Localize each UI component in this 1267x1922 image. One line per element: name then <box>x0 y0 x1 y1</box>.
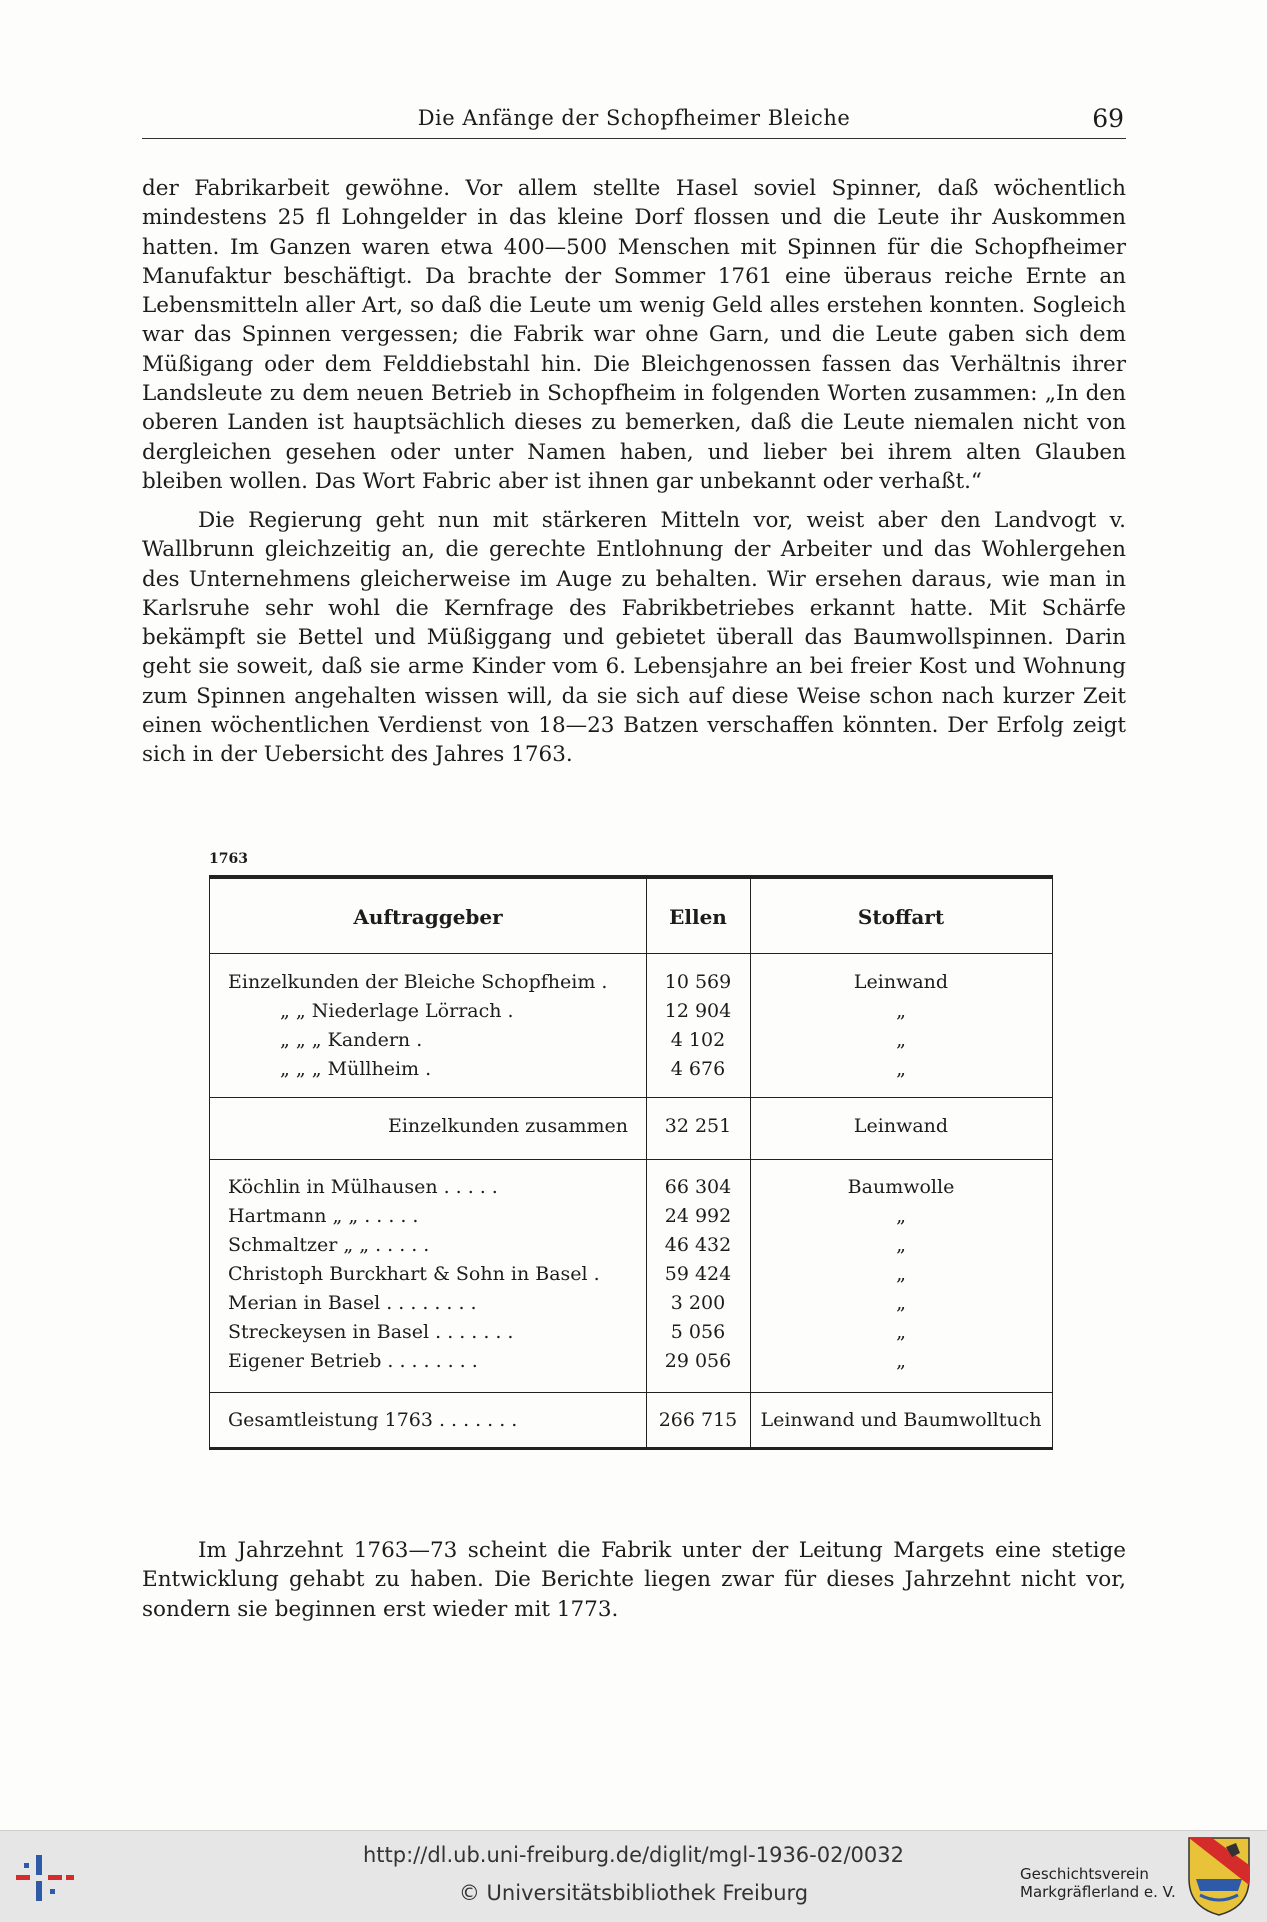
table-row-name: Hartmann „ „ ..... <box>228 1205 425 1227</box>
table-row-ellen: 4 676 <box>670 1058 726 1080</box>
table-year-label: 1763 <box>209 851 248 867</box>
table-row-ellen: 46 432 <box>664 1234 732 1256</box>
footer-copyright: © Universitätsbibliothek Freiburg <box>458 1881 809 1905</box>
table-row-name: Streckeysen in Basel ....... <box>228 1321 520 1343</box>
table-row-name: Christoph Burckhart & Sohn in Basel . <box>228 1263 606 1285</box>
table-row-stoffart: „ <box>896 1029 906 1051</box>
table-row-name: Köchlin in Mülhausen ..... <box>228 1176 504 1198</box>
subtotal-ellen: 32 251 <box>664 1115 732 1137</box>
table-row-ellen: 66 304 <box>664 1176 732 1198</box>
society-name <box>1020 1865 1176 1901</box>
total-name: Gesamtleistung 1763 ....... <box>228 1409 524 1431</box>
page-number: 69 <box>1092 104 1124 133</box>
total-stoffart: Leinwand und Baumwolltuch <box>760 1409 1042 1431</box>
header-auftraggeber: Auftraggeber <box>353 905 503 929</box>
table-row-ellen: 12 904 <box>664 1000 732 1022</box>
total-ellen: 266 715 <box>658 1409 738 1431</box>
table-row-ellen: 10 569 <box>664 971 732 993</box>
group-rule <box>210 1159 1052 1160</box>
table-row-name: Merian in Basel ........ <box>228 1292 483 1314</box>
table-row-ellen: 24 992 <box>664 1205 732 1227</box>
table-row-stoffart: „ <box>896 1350 906 1372</box>
table-row-ellen: 4 102 <box>670 1029 726 1051</box>
table-row-name: Schmaltzer „ „ ..... <box>228 1234 436 1256</box>
table-row-stoffart: „ <box>896 1000 906 1022</box>
table-row-stoffart: Baumwolle <box>847 1176 955 1198</box>
coat-of-arms-icon <box>1186 1835 1252 1917</box>
table-row-stoffart: „ <box>896 1058 906 1080</box>
table-row-stoffart: Leinwand <box>853 971 949 993</box>
subtotal-name: Einzelkunden zusammen <box>387 1115 628 1137</box>
table-row-name: Einzelkunden der Bleiche Schopfheim . <box>228 971 614 993</box>
society-line-2: Markgräflerland e. V. <box>1020 1883 1176 1901</box>
table-row-name: „ „ Niederlage Lörrach . <box>280 1000 520 1022</box>
table-row-ellen: 3 200 <box>670 1292 726 1314</box>
footer-url[interactable]: http://dl.ub.uni-freiburg.de/diglit/mgl-1936-02/0032 <box>362 1843 904 1867</box>
header-ellen: Ellen <box>669 905 727 929</box>
total-rule <box>210 1392 1052 1393</box>
table-row-ellen: 5 056 <box>670 1321 726 1343</box>
paragraph-3: Im Jahrzehnt 1763—73 scheint die Fabrik unter der Leitung Margets eine stetige Entwicklung gehabt zu haben. Die Berichte liegen zwar für dieses Jahrzehnt nicht vor, sondern sie beginnen erst wieder mit 1773. <box>142 1538 1126 1622</box>
header-rule <box>210 953 1052 954</box>
table-row-ellen: 59 424 <box>664 1263 732 1285</box>
subtotal-stoffart: Leinwand <box>853 1115 949 1137</box>
table-row-stoffart: „ <box>896 1263 906 1285</box>
paragraph-1: der Fabrikarbeit gewöhne. Vor allem stellte Hasel soviel Spinner, daß wöchentlich mindestens 25 fl Lohngelder in das kleine Dorf flossen und die Leute ihr Auskommen hatten. Im Ganzen waren etwa 400—500 Menschen mit Spinnen für die Schopfheimer Manufaktur beschäftigt. Da brachte der Sommer 1761 eine überaus reiche Ernte an Lebensmitteln aller Art, so daß die Leute um wenig Geld alles erstehen konnten. Sogleich war das Spinnen vergessen; die Fabrik war ohne Garn, und die Leute gaben sich dem Müßigang oder dem Felddiebstahl hin. Die Bleichgenossen fassen das Verhältnis ihrer Landsleute zu dem neuen Betrieb in Schopfheim in folgenden Worten zusammen: „In den oberen Landen ist hauptsächlich dieses zu bemerken, daß die Leute niemalen nicht von dergleichen gesehen oder unter Namen haben, und lieber bei ihrem alten Glauben bleiben wollen. Das Wort Fabric aber ist ihnen gar unbekannt oder verhaßt.“ <box>142 176 1126 494</box>
table-row-stoffart: „ <box>896 1234 906 1256</box>
table-row-stoffart: „ <box>896 1292 906 1314</box>
running-head <box>142 104 1126 139</box>
table-row-name: „ „ „ Müllheim . <box>280 1058 438 1080</box>
table-row-ellen: 29 056 <box>664 1350 732 1372</box>
header-stoffart: Stoffart <box>857 905 945 929</box>
group-rule <box>210 1097 1052 1098</box>
running-title: Die Anfänge der Schopfheimer Bleiche <box>417 106 851 130</box>
production-table <box>209 875 1053 1450</box>
table-row-stoffart: „ <box>896 1321 906 1343</box>
table-row-name: Eigener Betrieb ........ <box>228 1350 484 1372</box>
table-row-stoffart: „ <box>896 1205 906 1227</box>
society-line-1: Geschichtsverein <box>1020 1865 1149 1883</box>
table-row-name: „ „ „ Kandern . <box>280 1029 429 1051</box>
footer-bar <box>0 1830 1267 1922</box>
paragraph-2: Die Regierung geht nun mit stärkeren Mitteln vor, weist aber den Landvogt v. Wallbrunn gleichzeitig an, die gerechte Entlohnung der Arbeiter und das Wohlergehen des Unternehmens gleicherweise im Auge zu behalten. Wir ersehen daraus, wie man in Karlsruhe sehr wohl die Kernfrage des Fabrikbetriebes erkannt hatte. Mit Schärfe bekämpft sie Bettel und Müßiggang und gebietet überall das Baumwollspinnen. Darin geht sie soweit, daß sie arme Kinder vom 6. Lebensjahre an bei freier Kost und Wohnung zum Spinnen angehalten wissen will, da sie sich auf diese Weise schon nach kurzer Zeit einen wöchentlichen Verdienst von 18—23 Batzen verschaffen könnten. Der Erfolg zeigt sich in der Uebersicht des Jahres 1763. <box>142 508 1126 768</box>
